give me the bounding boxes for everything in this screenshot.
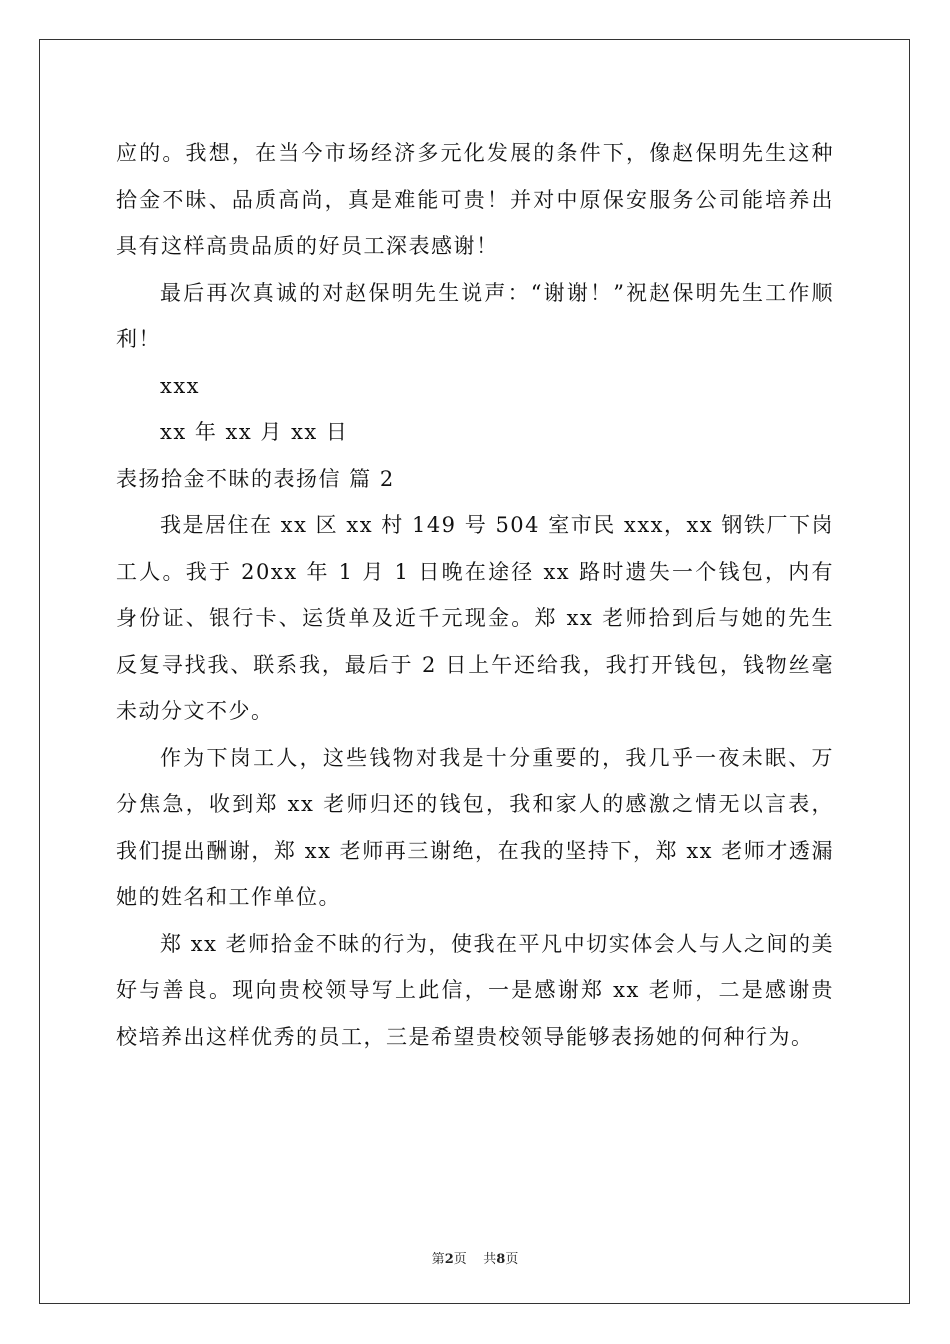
page-footer: [0, 1248, 950, 1267]
paragraph: 郑 xx 老师拾金不昧的行为，使我在平凡中切实体会人与人之间的美好与善良。现向贵校领导写上此信，一是感谢郑 xx 老师，二是感谢贵校培养出这样优秀的员工，三是希望贵校领导能够表扬她的何种行为。: [116, 931, 834, 1049]
footer-mid: 页 共: [453, 1252, 497, 1267]
paragraph: 最后再次真诚的对赵保明先生说声：“谢谢！”祝赵保明先生工作顺利！: [116, 280, 834, 351]
footer-suffix: 页: [505, 1252, 519, 1267]
date-line: xx 年 xx 月 xx 日: [160, 420, 349, 444]
footer-prefix: 第: [431, 1252, 445, 1267]
page-current: 2: [444, 1252, 454, 1267]
paragraph: 我是居住在 xx 区 xx 村 149 号 504 室市民 xxx，xx 钢铁厂下岗工人。我于 20xx 年 1 月 1 日晚在途径 xx 路时遗失一个钱包，内有身份证、银行卡、运货单及近千元现金。郑 xx 老师拾到后与她的先生反复寻找我、联系我，最后于 2 日上午还给我，我打开钱包，钱物丝毫未动分文不少。: [116, 513, 834, 723]
signature: xxx: [160, 373, 201, 398]
section-heading: 表扬拾金不昧的表扬信 篇 2: [116, 466, 395, 491]
document-body: [116, 130, 834, 1060]
page-total: 8: [496, 1252, 506, 1267]
paragraph: 作为下岗工人，这些钱物对我是十分重要的，我几乎一夜未眠、万分焦急，收到郑 xx 老师归还的钱包，我和家人的感激之情无以言表，我们提出酬谢，郑 xx 老师再三谢绝，在我的坚持下，郑 xx 老师才透漏她的姓名和工作单位。: [116, 745, 834, 909]
paragraph: 应的。我想，在当今市场经济多元化发展的条件下，像赵保明先生这种拾金不昧、品质高尚，真是难能可贵！并对中原保安服务公司能培养出具有这样高贵品质的好员工深表感谢！: [116, 141, 834, 258]
